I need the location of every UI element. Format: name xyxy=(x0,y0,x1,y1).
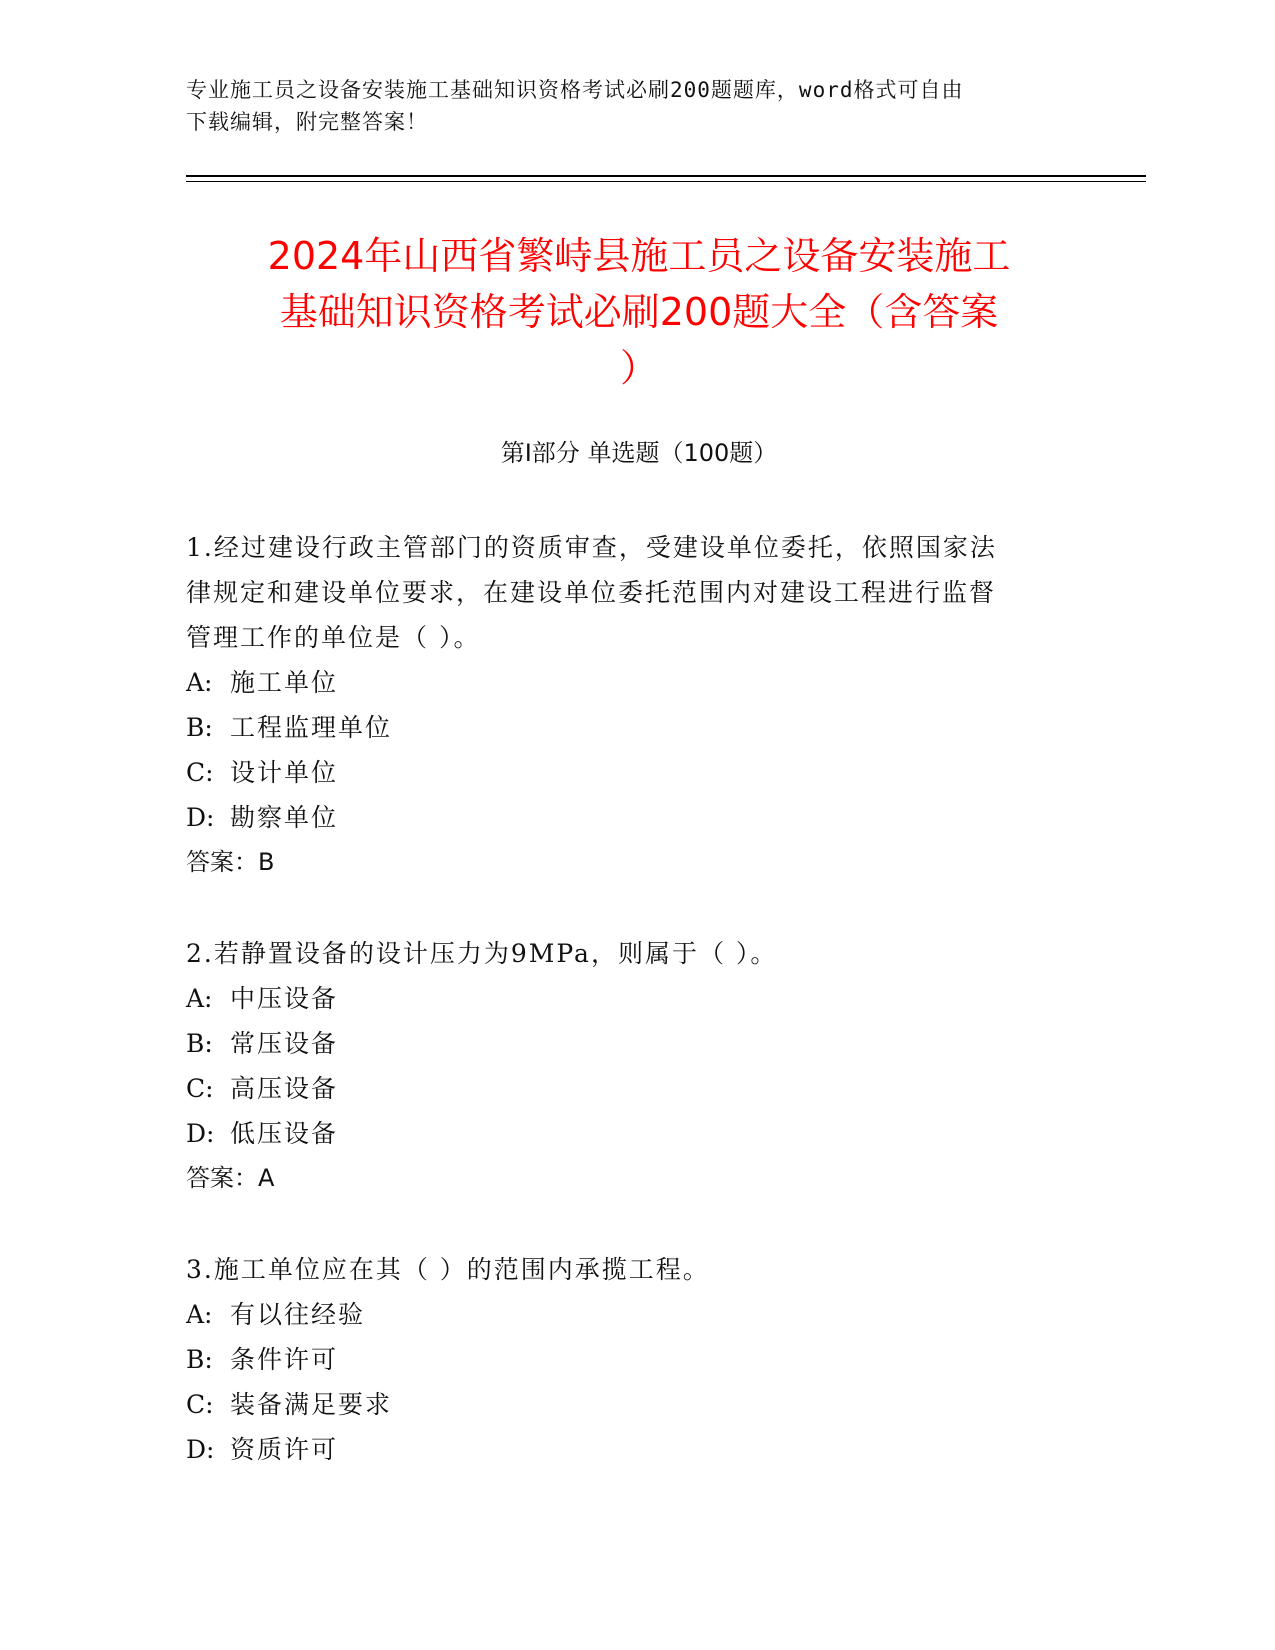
question-stem-line: 3.施工单位应在其（ ）的范围内承揽工程。 xyxy=(186,1255,710,1284)
option-letter: D: xyxy=(186,803,215,832)
option-a xyxy=(186,660,1106,705)
question-stem-line: 1.经过建设行政主管部门的资质审查，受建设单位委托，依照国家法 xyxy=(186,533,997,562)
header-divider-thick xyxy=(186,175,1146,177)
answer-line: 答案：A xyxy=(186,1164,275,1192)
option-letter: D: xyxy=(186,1435,215,1464)
option-b xyxy=(186,1337,1106,1382)
option-letter: A: xyxy=(186,668,213,697)
option-d xyxy=(186,795,1106,840)
question-stem-line: 律规定和建设单位要求，在建设单位委托范围内对建设工程进行监督 xyxy=(186,578,997,607)
option-text: 勘察单位 xyxy=(230,803,339,832)
option-letter: A: xyxy=(186,1300,213,1329)
header-note xyxy=(186,74,1106,138)
option-text: 工程监理单位 xyxy=(230,713,393,742)
title-line: 基础知识资格考试必刷200题大全（含答案 xyxy=(279,290,999,334)
option-text: 条件许可 xyxy=(230,1345,339,1374)
option-a xyxy=(186,1292,1106,1337)
question-1 xyxy=(186,525,1106,885)
document-title xyxy=(186,228,1092,396)
option-letter: B: xyxy=(186,713,213,742)
title-line: ） xyxy=(619,346,658,390)
header-divider-thin xyxy=(186,181,1146,182)
option-a xyxy=(186,976,1106,1021)
option-letter: A: xyxy=(186,984,213,1013)
option-b xyxy=(186,705,1106,750)
option-c xyxy=(186,1066,1106,1111)
option-letter: B: xyxy=(186,1345,213,1374)
question-list xyxy=(186,525,1106,1518)
option-c xyxy=(186,1382,1106,1427)
option-letter: C: xyxy=(186,758,214,787)
option-text: 设计单位 xyxy=(230,758,339,787)
header-note-line: 专业施工员之设备安装施工基础知识资格考试必刷200题题库，word格式可自由 xyxy=(186,78,964,102)
option-letter: D: xyxy=(186,1119,215,1148)
option-text: 高压设备 xyxy=(230,1074,339,1103)
option-text: 装备满足要求 xyxy=(230,1390,393,1419)
option-b xyxy=(186,1021,1106,1066)
section-heading: 第Ⅰ部分 单选题（100题） xyxy=(500,439,778,467)
title-line: 2024年山西省繁峙县施工员之设备安装施工 xyxy=(267,234,1011,278)
option-d xyxy=(186,1111,1106,1156)
option-letter: C: xyxy=(186,1074,214,1103)
question-stem-line: 2.若静置设备的设计压力为9MPa，则属于（ ）。 xyxy=(186,939,778,968)
option-text: 施工单位 xyxy=(230,668,339,697)
answer-line: 答案：B xyxy=(186,848,275,876)
header-note-line: 下载编辑，附完整答案！ xyxy=(186,110,428,134)
option-text: 有以往经验 xyxy=(230,1300,366,1329)
option-d xyxy=(186,1427,1106,1472)
option-text: 中压设备 xyxy=(230,984,339,1013)
option-text: 常压设备 xyxy=(230,1029,339,1058)
question-3 xyxy=(186,1247,1106,1472)
option-text: 资质许可 xyxy=(230,1435,339,1464)
option-letter: B: xyxy=(186,1029,213,1058)
question-stem-line: 管理工作的单位是（ ）。 xyxy=(186,623,481,652)
option-c xyxy=(186,750,1106,795)
question-2 xyxy=(186,931,1106,1201)
option-text: 低压设备 xyxy=(230,1119,339,1148)
option-letter: C: xyxy=(186,1390,214,1419)
